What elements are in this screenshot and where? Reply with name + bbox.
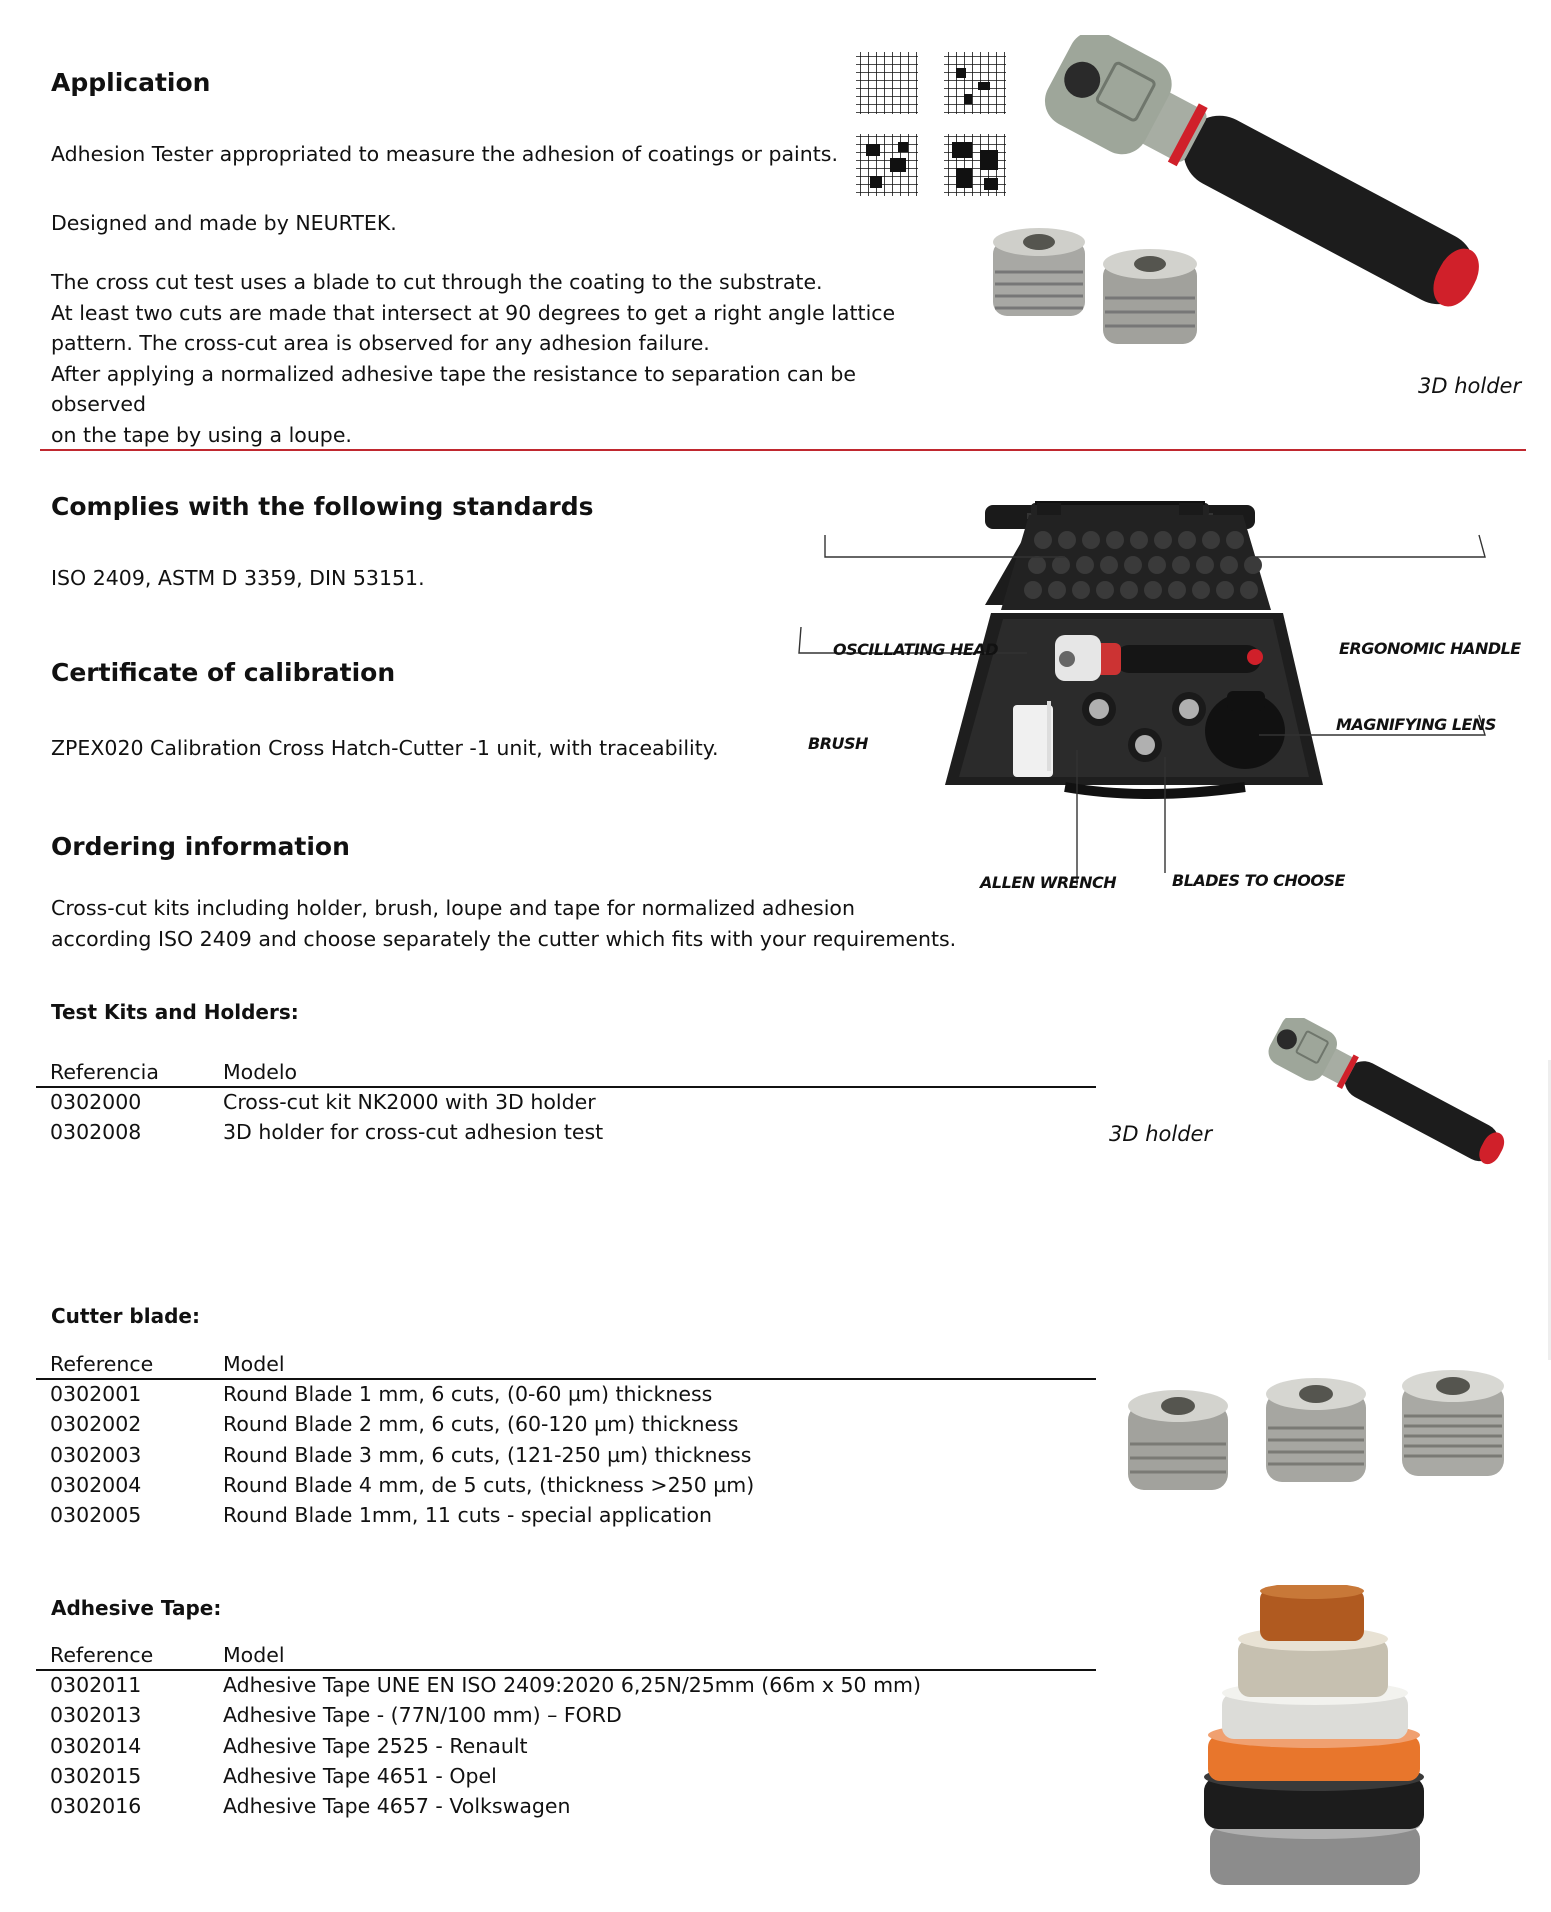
table-row	[36, 1501, 1096, 1531]
blade-small	[993, 228, 1085, 316]
crosshatch-sample-2	[856, 134, 918, 196]
cell-model: 3D holder for cross-cut adhesion test	[223, 1120, 604, 1145]
blades-pair-image	[985, 222, 1215, 362]
standards-title: Complies with the following standards	[51, 492, 594, 521]
table-row	[36, 1441, 1096, 1471]
col-header-model: Model	[223, 1352, 285, 1376]
table-header	[36, 1058, 1096, 1088]
cell-reference: 0302014	[50, 1733, 142, 1758]
adhesive-tape-rolls-image	[1190, 1585, 1440, 1905]
application-maker: Designed and made by NEURTEK.	[51, 211, 397, 235]
adhesive-tape-title: Adhesive Tape:	[51, 1596, 222, 1620]
col-header-reference: Reference	[50, 1643, 154, 1667]
holder-caption: 3D holder	[1418, 374, 1522, 398]
cutter-blade-c	[1402, 1370, 1504, 1476]
cutter-blade-a	[1128, 1390, 1228, 1490]
cutter-blade-title: Cutter blade:	[51, 1304, 200, 1328]
table-row	[36, 1410, 1096, 1440]
tape-roll-amber	[1260, 1585, 1364, 1641]
standards-text: ISO 2409, ASTM D 3359, DIN 53151.	[51, 566, 425, 590]
description-line: The cross cut test uses a blade to cut through the coating to the substrate.	[51, 270, 823, 294]
table-row	[36, 1471, 1096, 1501]
crosshatch-sample-3	[944, 134, 1006, 196]
table-row	[36, 1088, 1096, 1118]
cutter-blades-image	[1120, 1370, 1520, 1510]
holder-3d-small-image	[1262, 1018, 1512, 1174]
col-header-reference: Reference	[50, 1352, 154, 1376]
table-header	[36, 1641, 1096, 1671]
cell-model: Round Blade 1mm, 11 cuts - special application	[223, 1503, 712, 1528]
blade-large	[1103, 249, 1197, 344]
cell-reference: 0302001	[50, 1382, 142, 1406]
cell-reference: 0302005	[50, 1503, 142, 1528]
cell-model: Adhesive Tape UNE EN ISO 2409:2020 6,25N/25mm (66m x 50 mm)	[223, 1673, 922, 1697]
callout-brush: BRUSH	[808, 734, 868, 753]
cell-model: Adhesive Tape 4657 - Volkswagen	[223, 1794, 571, 1819]
cell-reference: 0302008	[50, 1120, 142, 1145]
cell-reference: 0302011	[50, 1673, 142, 1697]
cell-model: Round Blade 3 mm, 6 cuts, (121-250 µm) thickness	[223, 1442, 752, 1467]
table-row	[36, 1380, 1096, 1410]
callout-magnifying-lens: MAGNIFYING LENS	[1336, 715, 1496, 734]
callout-allen-wrench: ALLEN WRENCH	[980, 873, 1117, 892]
section-divider	[40, 449, 1526, 451]
description-line: on the tape by using a loupe.	[51, 422, 352, 447]
col-header-reference: Referencia	[50, 1060, 159, 1084]
adhesive-tape-table	[36, 1641, 1096, 1822]
cell-reference: 0302015	[50, 1763, 142, 1788]
cutter-blade-table	[36, 1350, 1096, 1531]
table-row	[36, 1118, 1096, 1148]
test-kits-table	[36, 1058, 1096, 1149]
cell-model: Cross-cut kit NK2000 with 3D holder	[223, 1090, 596, 1114]
ordering-title: Ordering information	[51, 832, 350, 861]
callout-ergonomic-handle: ERGONOMIC HANDLE	[1339, 639, 1521, 658]
crosshatch-sample-0	[856, 52, 918, 114]
cell-reference: 0302016	[50, 1794, 142, 1819]
crosshatch-samples-image	[852, 48, 1012, 200]
cell-model: Round Blade 4 mm, de 5 cuts, (thickness >250 µm)	[223, 1472, 755, 1497]
application-description	[51, 267, 951, 450]
cutter-blade-b	[1266, 1378, 1366, 1482]
table-row	[36, 1671, 1096, 1701]
crosshatch-sample-1	[944, 52, 1006, 114]
table-row	[36, 1732, 1096, 1762]
cell-model: Round Blade 1 mm, 6 cuts, (0-60 µm) thickness	[223, 1382, 713, 1406]
table-row	[36, 1762, 1096, 1792]
cell-model: Adhesive Tape 2525 - Renault	[223, 1733, 528, 1758]
application-intro: Adhesion Tester appropriated to measure the adhesion of coatings or paints.	[51, 142, 838, 166]
cell-reference: 0302002	[50, 1412, 142, 1437]
cell-reference: 0302003	[50, 1442, 142, 1467]
cell-model: Round Blade 2 mm, 6 cuts, (60-120 µm) thickness	[223, 1412, 739, 1437]
table-row	[36, 1701, 1096, 1731]
cell-reference: 0302013	[50, 1703, 142, 1728]
kit-case-image	[795, 495, 1515, 905]
ordering-line: Cross-cut kits including holder, brush, loupe and tape for normalized adhesion	[51, 896, 855, 920]
col-header-model: Modelo	[223, 1060, 298, 1084]
callout-blades-to-choose: BLADES TO CHOOSE	[1172, 871, 1345, 890]
test-kits-title: Test Kits and Holders:	[51, 1000, 299, 1024]
calibration-title: Certificate of calibration	[51, 658, 396, 687]
cell-reference: 0302004	[50, 1472, 142, 1497]
cell-model: Adhesive Tape 4651 - Opel	[223, 1763, 497, 1788]
test-kits-image-caption: 3D holder	[1109, 1122, 1213, 1146]
ordering-line: according ISO 2409 and choose separately the cutter which fits with your requirements.	[51, 926, 957, 951]
description-line: pattern. The cross-cut area is observed for any adhesion failure.	[51, 331, 710, 355]
callout-oscillating-head: OSCILLATING HEAD	[833, 640, 999, 659]
cell-reference: 0302000	[50, 1090, 142, 1114]
calibration-text: ZPEX020 Calibration Cross Hatch-Cutter -1 unit, with traceability.	[51, 736, 719, 760]
col-header-model: Model	[223, 1643, 285, 1667]
cell-model: Adhesive Tape - (77N/100 mm) – FORD	[223, 1703, 622, 1728]
table-header	[36, 1350, 1096, 1380]
application-title: Application	[51, 68, 211, 97]
table-row	[36, 1792, 1096, 1822]
description-line: At least two cuts are made that intersect at 90 degrees to get a right angle lattice	[51, 300, 896, 325]
description-line: After applying a normalized adhesive tape the resistance to separation can be observed	[51, 361, 856, 416]
